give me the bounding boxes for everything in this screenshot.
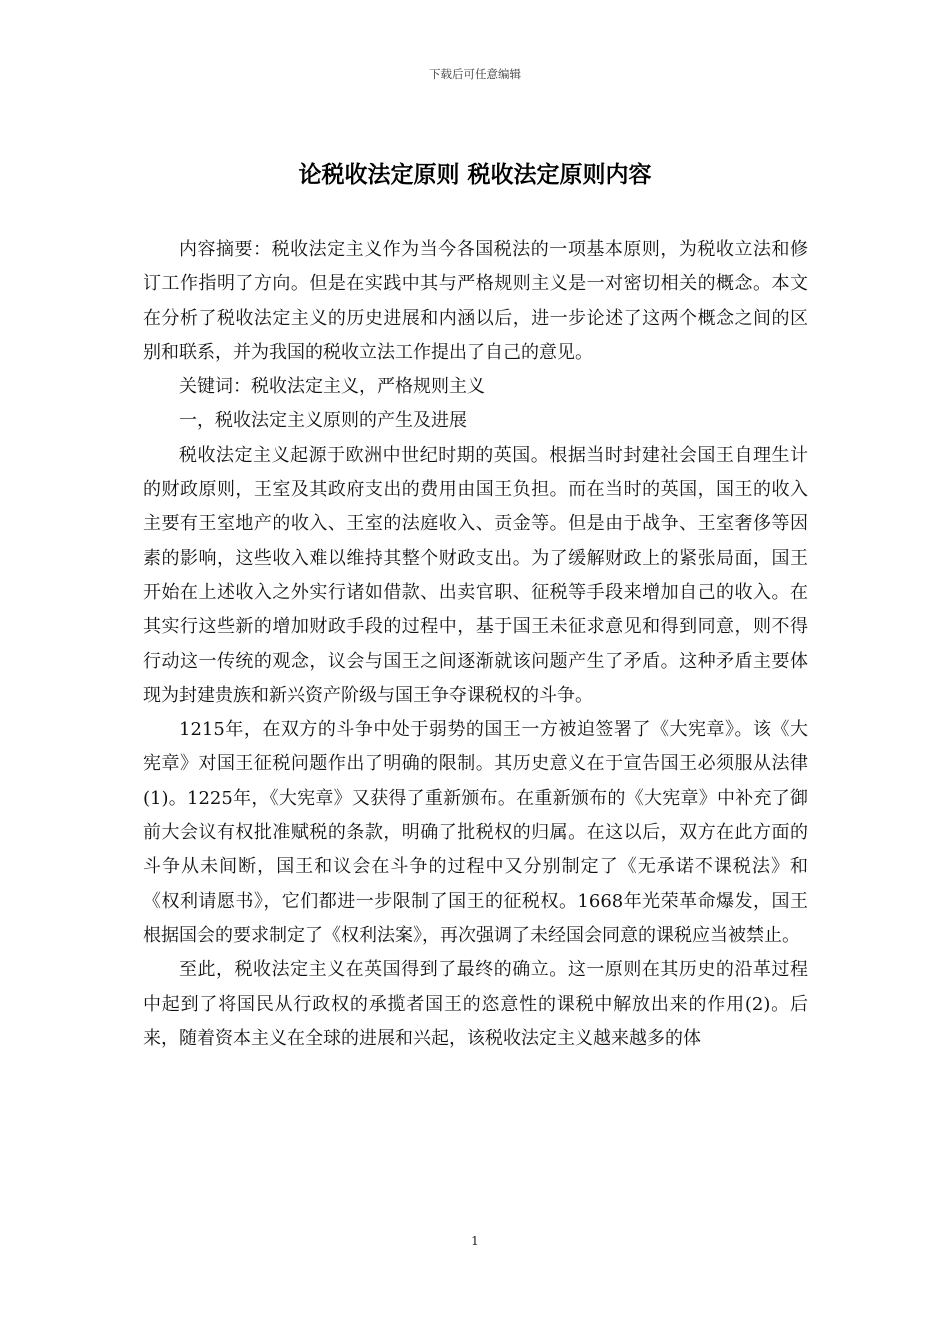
page-number: 1 — [471, 1234, 479, 1248]
document-body — [143, 233, 808, 1056]
body-paragraph: 税收法定主义起源于欧洲中世纪时期的英国。根据当时封建社会国王自理生计的财政原则，王室及其政府支出的费用由国王负担。而在当时的英国，国王的收入主要有王室地产的收入、王室的法庭收入、贡金等。但是由于战争、王室奢侈等因素的影响，这些收入难以维持其整个财政支出。为了缓解财政上的紧张局面，国王开始在上述收入之外实行诸如借款、出卖官职、征税等手段来增加自己的收入。在其实行这些新的增加财政手段的过程中，基于国王未征求意见和得到同意，则不得行动这一传统的观念，议会与国王之间逐渐就该问题产生了矛盾。这种矛盾主要体现为封建贵族和新兴资产阶级与国王争夺课税权的斗争。 — [143, 444, 808, 706]
keywords-paragraph: 关键词：税收法定主义，严格规则主义 — [179, 376, 485, 398]
section-heading: 一，税收法定主义原则的产生及进展 — [179, 410, 467, 432]
body-paragraph: 至此，税收法定主义在英国得到了最终的确立。这一原则在其历史的沿革过程中起到了将国民从行政权的承揽者国王的恣意性的课税中解放出来的作用(2)。后来，随着资本主义在全球的进展和兴起，该税收法定主义越来越多的体 — [143, 959, 808, 1049]
body-paragraph: 1215年，在双方的斗争中处于弱势的国王一方被迫签署了《大宪章》。该《大宪章》对国王征税问题作出了明确的限制。其历史意义在于宣告国王必须服从法律(1)。1225年，《大宪章》又获得了重新颁布。在重新颁布的《大宪章》中补充了御前大会议有权批准赋税的条款，明确了批税权的归属。在这以后，双方在此方面的斗争从未间断，国王和议会在斗争的过程中又分别制定了《无承诺不课税法》和《权利请愿书》，它们都进一步限制了国王的征税权。1668年光荣革命爆发，国王根据国会的要求制定了《权利法案》，再次强调了未经国会同意的课税应当被禁止。 — [143, 719, 808, 946]
page-header: 下载后可任意编辑 — [429, 67, 521, 81]
abstract-paragraph: 内容摘要：税收法定主义作为当今各国税法的一项基本原则，为税收立法和修订工作指明了方向。但是在实践中其与严格规则主义是一对密切相关的概念。本文在分析了税收法定主义的历史进展和内涵以后，进一步论述了这两个概念之间的区别和联系，并为我国的税收立法工作提出了自己的意见。 — [143, 239, 808, 363]
document-title: 论税收法定原则 税收法定原则内容 — [298, 162, 652, 188]
